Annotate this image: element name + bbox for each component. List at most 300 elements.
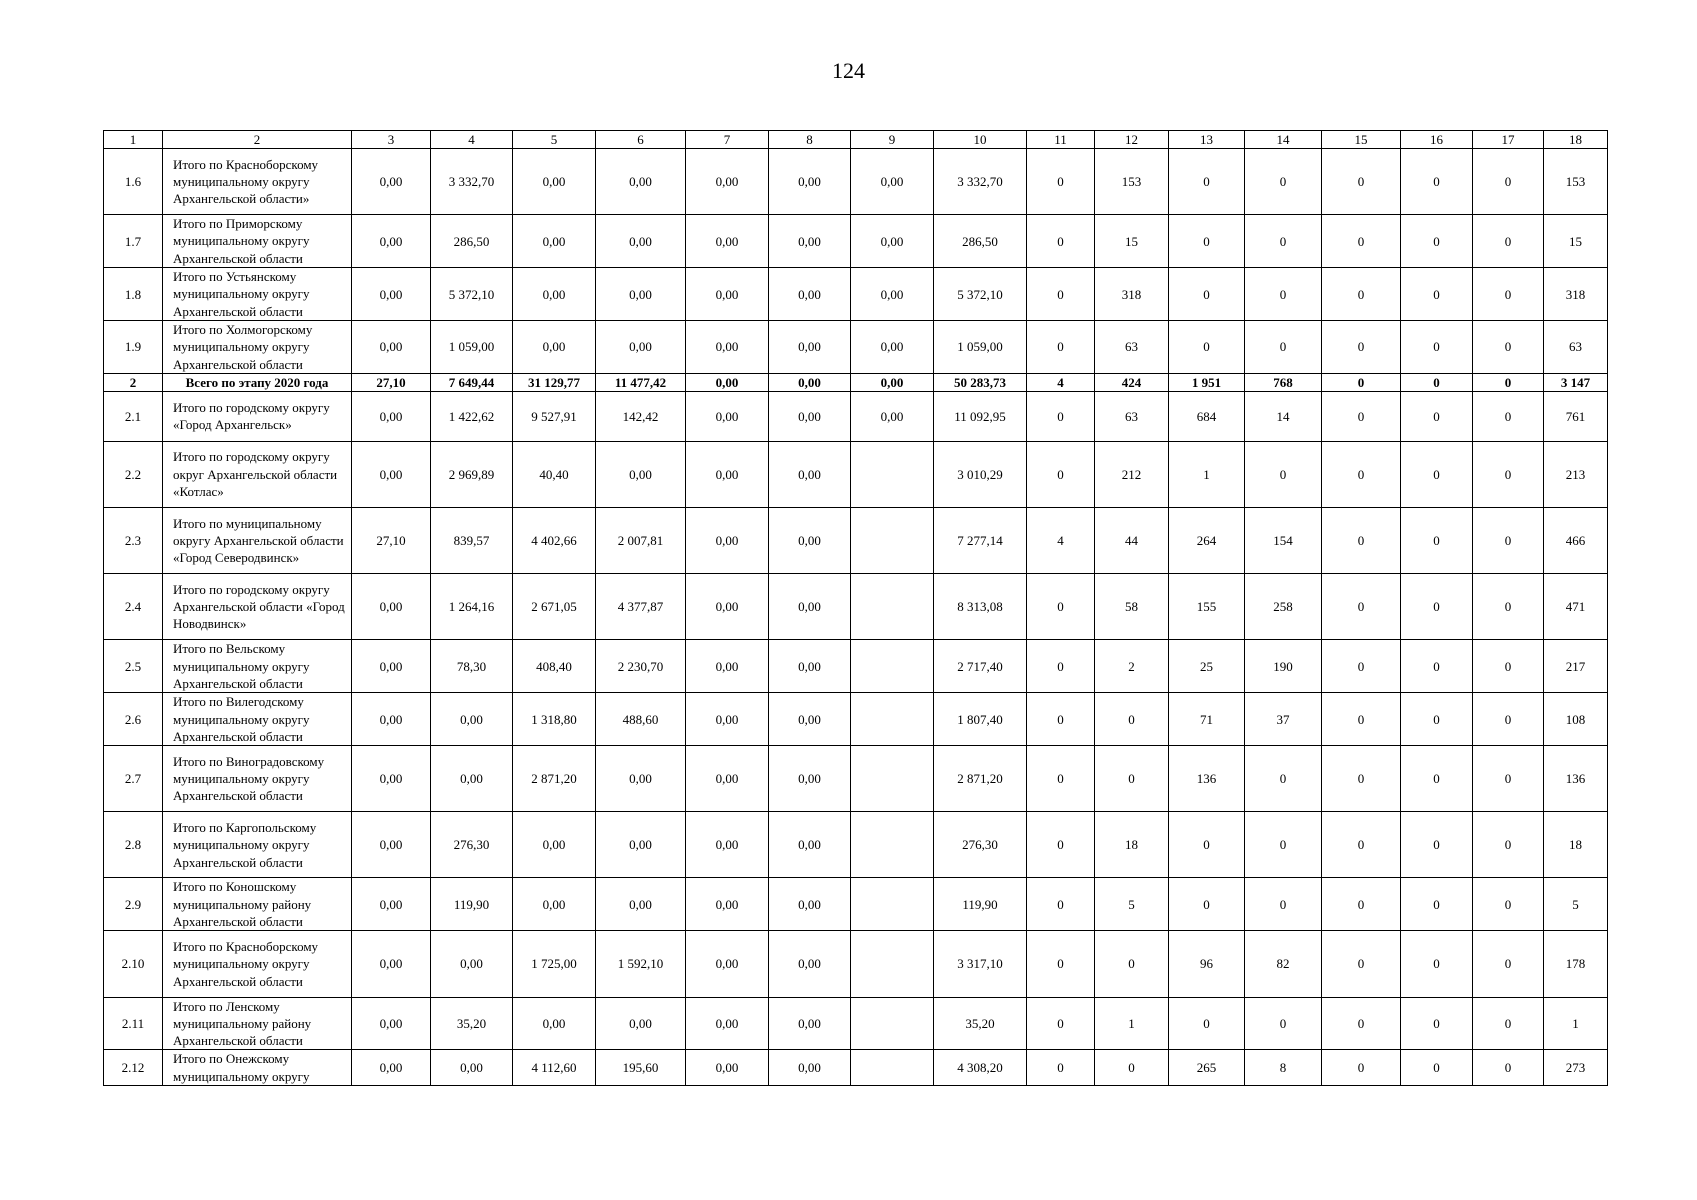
- value-cell: 4 402,66: [513, 507, 596, 573]
- table-row: [104, 931, 1608, 997]
- value-cell: 8 313,08: [934, 574, 1027, 640]
- table-row: [104, 268, 1608, 321]
- value-cell: 1 951: [1169, 373, 1245, 391]
- value-cell: 0: [1473, 878, 1544, 931]
- value-cell: 5 372,10: [431, 268, 513, 321]
- value-cell: 0,00: [851, 215, 934, 268]
- value-cell: 0,00: [769, 640, 851, 693]
- value-cell: 2 871,20: [934, 746, 1027, 812]
- value-cell: 0: [1322, 997, 1401, 1050]
- value-cell: 0: [1027, 931, 1095, 997]
- row-name-cell: Итого по Ленскому муниципальному району Архангельской области: [163, 997, 352, 1050]
- value-cell: 0,00: [352, 268, 431, 321]
- table-row: [104, 391, 1608, 441]
- value-cell: 0,00: [686, 441, 769, 507]
- row-number-cell: 1.8: [104, 268, 163, 321]
- value-cell: 0: [1473, 997, 1544, 1050]
- value-cell: 0: [1401, 1050, 1473, 1086]
- value-cell: 0: [1245, 149, 1322, 215]
- value-cell: 0,00: [352, 1050, 431, 1086]
- value-cell: 0,00: [596, 149, 686, 215]
- value-cell: 3 332,70: [431, 149, 513, 215]
- table-row: [104, 812, 1608, 878]
- value-cell: 0: [1473, 441, 1544, 507]
- row-number-cell: 2.12: [104, 1050, 163, 1086]
- value-cell: 265: [1169, 1050, 1245, 1086]
- value-cell: 3 147: [1544, 373, 1608, 391]
- row-number-cell: 2: [104, 373, 163, 391]
- value-cell: 195,60: [596, 1050, 686, 1086]
- value-cell: 761: [1544, 391, 1608, 441]
- value-cell: 0,00: [686, 693, 769, 746]
- value-cell: 7 649,44: [431, 373, 513, 391]
- value-cell: 0: [1473, 812, 1544, 878]
- value-cell: 0: [1401, 149, 1473, 215]
- value-cell: 0,00: [686, 268, 769, 321]
- value-cell: 0: [1169, 997, 1245, 1050]
- value-cell: 212: [1095, 441, 1169, 507]
- value-cell: 0,00: [352, 441, 431, 507]
- table-row: [104, 574, 1608, 640]
- value-cell: 82: [1245, 931, 1322, 997]
- value-cell: 0,00: [686, 812, 769, 878]
- value-cell: 0,00: [769, 997, 851, 1050]
- value-cell: 1 725,00: [513, 931, 596, 997]
- table-row: [104, 878, 1608, 931]
- value-cell: 684: [1169, 391, 1245, 441]
- value-cell: 2 969,89: [431, 441, 513, 507]
- value-cell: 0: [1027, 693, 1095, 746]
- value-cell: 0: [1322, 441, 1401, 507]
- value-cell: 0,00: [352, 391, 431, 441]
- table-row: [104, 320, 1608, 373]
- value-cell: 0: [1027, 1050, 1095, 1086]
- value-cell: 0,00: [352, 997, 431, 1050]
- value-cell: 0: [1473, 373, 1544, 391]
- column-number-cell: 6: [596, 131, 686, 149]
- value-cell: 0: [1027, 574, 1095, 640]
- value-cell: 213: [1544, 441, 1608, 507]
- value-cell: 0: [1473, 931, 1544, 997]
- value-cell: 0,00: [686, 1050, 769, 1086]
- value-cell: 0,00: [352, 746, 431, 812]
- value-cell: 0: [1322, 507, 1401, 573]
- value-cell: 0,00: [686, 149, 769, 215]
- value-cell: 318: [1544, 268, 1608, 321]
- row-name-cell: Итого по Каргопольскому муниципальному округу Архангельской области: [163, 812, 352, 878]
- value-cell: 276,30: [934, 812, 1027, 878]
- value-cell: 0: [1401, 746, 1473, 812]
- value-cell: 4: [1027, 507, 1095, 573]
- value-cell: 0,00: [431, 1050, 513, 1086]
- value-cell: 0,00: [596, 997, 686, 1050]
- value-cell: 0,00: [431, 931, 513, 997]
- value-cell: 0: [1322, 149, 1401, 215]
- report-table: [103, 130, 1608, 1086]
- value-cell: 1 592,10: [596, 931, 686, 997]
- value-cell: 0: [1401, 391, 1473, 441]
- row-number-cell: 2.5: [104, 640, 163, 693]
- value-cell: 0: [1473, 149, 1544, 215]
- row-name-cell: Итого по Приморскому муниципальному округу Архангельской области: [163, 215, 352, 268]
- value-cell: 1 422,62: [431, 391, 513, 441]
- row-name-cell: Итого по Вилегодскому муниципальному округу Архангельской области: [163, 693, 352, 746]
- total-row: [104, 373, 1608, 391]
- value-cell: 0,00: [769, 574, 851, 640]
- value-cell: 0: [1027, 812, 1095, 878]
- value-cell: 119,90: [934, 878, 1027, 931]
- value-cell: 44: [1095, 507, 1169, 573]
- value-cell: 50 283,73: [934, 373, 1027, 391]
- table-row: [104, 640, 1608, 693]
- value-cell: 153: [1095, 149, 1169, 215]
- column-number-cell: 14: [1245, 131, 1322, 149]
- value-cell: 0,00: [513, 215, 596, 268]
- row-number-cell: 1.6: [104, 149, 163, 215]
- value-cell: 488,60: [596, 693, 686, 746]
- value-cell: 0: [1095, 931, 1169, 997]
- value-cell: 27,10: [352, 507, 431, 573]
- value-cell: 0: [1027, 997, 1095, 1050]
- value-cell: 0: [1401, 507, 1473, 573]
- value-cell: 5 372,10: [934, 268, 1027, 321]
- value-cell: 0: [1401, 441, 1473, 507]
- value-cell: 0: [1322, 746, 1401, 812]
- column-number-cell: 11: [1027, 131, 1095, 149]
- value-cell: 15: [1095, 215, 1169, 268]
- column-number-cell: 2: [163, 131, 352, 149]
- value-cell: 0: [1169, 149, 1245, 215]
- value-cell: 0,00: [769, 215, 851, 268]
- value-cell: 0,00: [686, 931, 769, 997]
- column-number-cell: 8: [769, 131, 851, 149]
- value-cell: 0: [1401, 997, 1473, 1050]
- column-number-cell: 13: [1169, 131, 1245, 149]
- value-cell: 2 230,70: [596, 640, 686, 693]
- table-row: [104, 746, 1608, 812]
- value-cell: 839,57: [431, 507, 513, 573]
- value-cell: 0,00: [686, 746, 769, 812]
- value-cell: 0: [1401, 373, 1473, 391]
- value-cell: 286,50: [934, 215, 1027, 268]
- value-cell: 0: [1322, 693, 1401, 746]
- row-number-cell: 2.7: [104, 746, 163, 812]
- value-cell: 0: [1322, 1050, 1401, 1086]
- value-cell: 768: [1245, 373, 1322, 391]
- value-cell: 0,00: [769, 507, 851, 573]
- value-cell: 96: [1169, 931, 1245, 997]
- value-cell: 1 059,00: [934, 320, 1027, 373]
- value-cell: 3 010,29: [934, 441, 1027, 507]
- value-cell: 0,00: [769, 149, 851, 215]
- row-name-cell: Итого по Вельскому муниципальному округу Архангельской области: [163, 640, 352, 693]
- value-cell: 2 671,05: [513, 574, 596, 640]
- row-name-cell: Итого по городскому округу округ Архангельской области «Котлас»: [163, 441, 352, 507]
- column-number-cell: 18: [1544, 131, 1608, 149]
- value-cell: 0: [1027, 640, 1095, 693]
- table-row: [104, 215, 1608, 268]
- value-cell: 0: [1473, 640, 1544, 693]
- value-cell: 142,42: [596, 391, 686, 441]
- row-number-cell: 2.4: [104, 574, 163, 640]
- value-cell: 0,00: [686, 878, 769, 931]
- value-cell: 3 317,10: [934, 931, 1027, 997]
- value-cell: 0: [1095, 746, 1169, 812]
- column-number-cell: 15: [1322, 131, 1401, 149]
- table-row: [104, 149, 1608, 215]
- value-cell: 11 477,42: [596, 373, 686, 391]
- value-cell: 0,00: [513, 320, 596, 373]
- value-cell: 0,00: [431, 746, 513, 812]
- value-cell: 0,00: [352, 812, 431, 878]
- table-row: [104, 997, 1608, 1050]
- value-cell: 318: [1095, 268, 1169, 321]
- value-cell: 14: [1245, 391, 1322, 441]
- value-cell: [851, 746, 934, 812]
- value-cell: 0: [1245, 997, 1322, 1050]
- value-cell: 0,00: [686, 507, 769, 573]
- value-cell: 31 129,77: [513, 373, 596, 391]
- column-number-cell: 12: [1095, 131, 1169, 149]
- value-cell: [851, 574, 934, 640]
- value-cell: 0: [1401, 693, 1473, 746]
- value-cell: 0,00: [769, 268, 851, 321]
- value-cell: 0: [1322, 640, 1401, 693]
- value-cell: 0,00: [686, 640, 769, 693]
- value-cell: 153: [1544, 149, 1608, 215]
- table-row: [104, 693, 1608, 746]
- value-cell: [851, 1050, 934, 1086]
- value-cell: 0,00: [686, 215, 769, 268]
- value-cell: 0: [1473, 1050, 1544, 1086]
- value-cell: 0: [1027, 215, 1095, 268]
- value-cell: 466: [1544, 507, 1608, 573]
- value-cell: 276,30: [431, 812, 513, 878]
- row-number-cell: 2.11: [104, 997, 163, 1050]
- value-cell: 27,10: [352, 373, 431, 391]
- table-row: [104, 507, 1608, 573]
- row-name-cell: Итого по городскому округу Архангельской области «Город Новодвинск»: [163, 574, 352, 640]
- value-cell: 18: [1095, 812, 1169, 878]
- value-cell: 0: [1322, 878, 1401, 931]
- value-cell: 0,00: [596, 812, 686, 878]
- value-cell: 0,00: [596, 746, 686, 812]
- value-cell: 0: [1169, 268, 1245, 321]
- value-cell: 0: [1245, 320, 1322, 373]
- value-cell: 0,00: [352, 693, 431, 746]
- value-cell: 0,00: [769, 931, 851, 997]
- value-cell: 0,00: [769, 441, 851, 507]
- value-cell: 1 807,40: [934, 693, 1027, 746]
- row-name-cell: Итого по Красноборскому муниципальному округу Архангельской области»: [163, 149, 352, 215]
- value-cell: 0,00: [769, 812, 851, 878]
- value-cell: 5: [1544, 878, 1608, 931]
- value-cell: 0,00: [851, 373, 934, 391]
- value-cell: 15: [1544, 215, 1608, 268]
- value-cell: 2: [1095, 640, 1169, 693]
- value-cell: 0,00: [513, 812, 596, 878]
- value-cell: 0,00: [851, 149, 934, 215]
- value-cell: 108: [1544, 693, 1608, 746]
- value-cell: 0: [1095, 1050, 1169, 1086]
- value-cell: 0: [1401, 931, 1473, 997]
- value-cell: 0,00: [596, 268, 686, 321]
- value-cell: 0,00: [769, 320, 851, 373]
- value-cell: 7 277,14: [934, 507, 1027, 573]
- table-row: [104, 1050, 1608, 1086]
- row-number-cell: 2.1: [104, 391, 163, 441]
- value-cell: 217: [1544, 640, 1608, 693]
- column-number-cell: 16: [1401, 131, 1473, 149]
- value-cell: 71: [1169, 693, 1245, 746]
- value-cell: 0: [1245, 441, 1322, 507]
- value-cell: 4 308,20: [934, 1050, 1027, 1086]
- value-cell: 11 092,95: [934, 391, 1027, 441]
- value-cell: 0,00: [352, 574, 431, 640]
- value-cell: 0: [1401, 812, 1473, 878]
- value-cell: 0,00: [596, 215, 686, 268]
- column-number-cell: 5: [513, 131, 596, 149]
- value-cell: 0: [1473, 693, 1544, 746]
- row-number-cell: 2.6: [104, 693, 163, 746]
- value-cell: 178: [1544, 931, 1608, 997]
- row-name-cell: Итого по Красноборскому муниципальному округу Архангельской области: [163, 931, 352, 997]
- value-cell: 0: [1322, 931, 1401, 997]
- value-cell: 1 059,00: [431, 320, 513, 373]
- row-number-cell: 2.9: [104, 878, 163, 931]
- value-cell: 0: [1401, 215, 1473, 268]
- value-cell: 0: [1027, 391, 1095, 441]
- value-cell: 2 871,20: [513, 746, 596, 812]
- value-cell: 0,00: [513, 149, 596, 215]
- value-cell: 0: [1322, 320, 1401, 373]
- value-cell: 0,00: [851, 391, 934, 441]
- value-cell: 2 717,40: [934, 640, 1027, 693]
- value-cell: 0: [1245, 878, 1322, 931]
- value-cell: 0,00: [352, 878, 431, 931]
- value-cell: 471: [1544, 574, 1608, 640]
- value-cell: 4 377,87: [596, 574, 686, 640]
- value-cell: 0,00: [686, 997, 769, 1050]
- value-cell: 0: [1401, 574, 1473, 640]
- value-cell: 0: [1401, 320, 1473, 373]
- value-cell: 424: [1095, 373, 1169, 391]
- value-cell: [851, 693, 934, 746]
- column-number-cell: 17: [1473, 131, 1544, 149]
- value-cell: 1 318,80: [513, 693, 596, 746]
- value-cell: 258: [1245, 574, 1322, 640]
- value-cell: 63: [1095, 391, 1169, 441]
- page-number: 124: [832, 58, 865, 83]
- value-cell: 0,00: [513, 878, 596, 931]
- column-number-cell: 1: [104, 131, 163, 149]
- value-cell: 0: [1245, 268, 1322, 321]
- value-cell: 35,20: [934, 997, 1027, 1050]
- value-cell: 0: [1169, 320, 1245, 373]
- value-cell: 155: [1169, 574, 1245, 640]
- value-cell: [851, 878, 934, 931]
- value-cell: 4: [1027, 373, 1095, 391]
- value-cell: 5: [1095, 878, 1169, 931]
- value-cell: 40,40: [513, 441, 596, 507]
- value-cell: 0: [1245, 812, 1322, 878]
- value-cell: 190: [1245, 640, 1322, 693]
- value-cell: 0: [1027, 441, 1095, 507]
- column-number-row: [104, 131, 1608, 149]
- row-name-cell: Всего по этапу 2020 года: [163, 373, 352, 391]
- value-cell: 0,00: [513, 997, 596, 1050]
- value-cell: [851, 507, 934, 573]
- column-number-cell: 9: [851, 131, 934, 149]
- value-cell: 18: [1544, 812, 1608, 878]
- value-cell: 0,00: [769, 878, 851, 931]
- value-cell: 0: [1401, 878, 1473, 931]
- value-cell: 0: [1027, 268, 1095, 321]
- value-cell: 0: [1401, 640, 1473, 693]
- value-cell: 0: [1169, 215, 1245, 268]
- value-cell: 264: [1169, 507, 1245, 573]
- value-cell: 0: [1473, 320, 1544, 373]
- value-cell: 0: [1245, 215, 1322, 268]
- value-cell: 0: [1027, 878, 1095, 931]
- value-cell: 273: [1544, 1050, 1608, 1086]
- row-number-cell: 1.9: [104, 320, 163, 373]
- row-number-cell: 2.8: [104, 812, 163, 878]
- row-number-cell: 2.2: [104, 441, 163, 507]
- value-cell: 0,00: [851, 268, 934, 321]
- value-cell: 9 527,91: [513, 391, 596, 441]
- value-cell: 58: [1095, 574, 1169, 640]
- column-number-cell: 3: [352, 131, 431, 149]
- row-name-cell: Итого по Виноградовскому муниципальному округу Архангельской области: [163, 746, 352, 812]
- value-cell: 0,00: [431, 693, 513, 746]
- value-cell: 0: [1473, 746, 1544, 812]
- value-cell: 0,00: [851, 320, 934, 373]
- value-cell: [851, 640, 934, 693]
- value-cell: 0,00: [596, 320, 686, 373]
- value-cell: 0: [1322, 391, 1401, 441]
- value-cell: [851, 812, 934, 878]
- value-cell: 3 332,70: [934, 149, 1027, 215]
- column-number-cell: 4: [431, 131, 513, 149]
- value-cell: 119,90: [431, 878, 513, 931]
- value-cell: 0: [1322, 215, 1401, 268]
- value-cell: 0,00: [686, 373, 769, 391]
- value-cell: 0,00: [686, 320, 769, 373]
- value-cell: 4 112,60: [513, 1050, 596, 1086]
- value-cell: 0,00: [352, 640, 431, 693]
- value-cell: 0: [1027, 746, 1095, 812]
- value-cell: 0: [1473, 391, 1544, 441]
- value-cell: 0,00: [686, 391, 769, 441]
- value-cell: 0,00: [596, 878, 686, 931]
- table-body: [104, 131, 1608, 1086]
- value-cell: 63: [1544, 320, 1608, 373]
- value-cell: 0: [1169, 878, 1245, 931]
- value-cell: 0: [1322, 812, 1401, 878]
- row-number-cell: 1.7: [104, 215, 163, 268]
- value-cell: 1 264,16: [431, 574, 513, 640]
- row-name-cell: Итого по городскому округу «Город Архангельск»: [163, 391, 352, 441]
- value-cell: 1: [1544, 997, 1608, 1050]
- value-cell: 0: [1473, 574, 1544, 640]
- value-cell: 0,00: [352, 149, 431, 215]
- value-cell: 35,20: [431, 997, 513, 1050]
- value-cell: 63: [1095, 320, 1169, 373]
- value-cell: 408,40: [513, 640, 596, 693]
- value-cell: 0: [1095, 693, 1169, 746]
- value-cell: 0,00: [686, 574, 769, 640]
